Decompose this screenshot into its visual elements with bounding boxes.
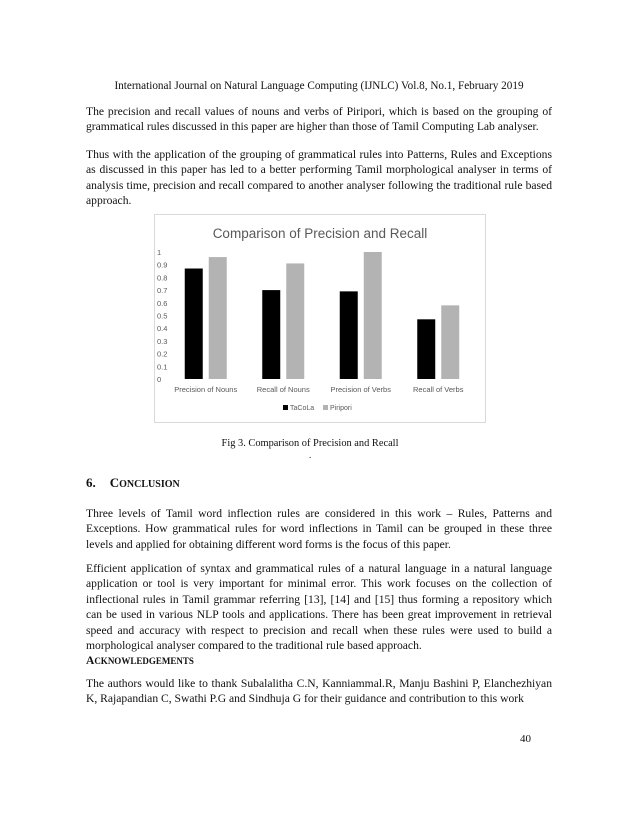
y-tick-label: 0 [157, 375, 162, 384]
y-tick-label: 0.7 [157, 286, 168, 296]
bar-piripori-1 [209, 257, 227, 379]
paragraph-precision-recall: The precision and recall values of nouns and verbs of Piripori, which is based on the grouping of grammatical rules discussed in this paper are higher than those of Tamil Computing Lab analyser. [86, 105, 552, 134]
bar-tacola-4 [417, 319, 435, 379]
section-title-initial: C [109, 475, 120, 490]
y-tick-label: 0.2 [157, 349, 168, 359]
x-tick-label: Recall of Verbs [413, 385, 464, 394]
chart-container [154, 214, 486, 423]
chart-legend [283, 405, 352, 412]
bar-tacola-1 [185, 269, 203, 379]
section-number: 6. [86, 475, 96, 490]
x-tick-label: Recall of Nouns [256, 385, 310, 394]
caption-dot: . [309, 450, 312, 460]
y-tick-label: 1 [157, 248, 162, 257]
ack-rest: CKNOWLEDGEMENTS [94, 656, 194, 666]
y-tick-label: 0.8 [157, 273, 168, 283]
bar-tacola-3 [340, 291, 358, 379]
bar-piripori-3 [364, 252, 382, 379]
x-axis-labels [174, 385, 463, 394]
legend-label-tacola: TaCoLa [290, 405, 315, 412]
y-tick-label: 0.1 [157, 362, 168, 372]
paragraph-grouping-rules: Thus with the application of the grouping of grammatical rules into Patterns, Rules and Exceptions as discussed in this paper has led to a better performing Tamil morphological analyser in terms of analysis time, precision and recall compared to another analyser following the traditional rule based approach. [86, 148, 552, 208]
y-tick-label: 0.9 [157, 260, 168, 270]
acknowledgements-heading [86, 651, 194, 669]
y-tick-label: 0.6 [157, 298, 168, 308]
bar-piripori-4 [441, 305, 459, 379]
bar-tacola-2 [262, 290, 280, 379]
x-tick-label: Precision of Nouns [174, 385, 238, 394]
y-tick-label: 0.4 [157, 324, 168, 334]
legend-label-piripori: Piripori [330, 405, 352, 412]
legend-swatch-piripori [323, 405, 328, 410]
chart-title: Comparison of Precision and Recall [212, 226, 428, 241]
paragraph-three-levels: Three levels of Tamil word inflection rules are considered in this work – Rules, Patterns and Exceptions. How grammatical rules for word inflections in Tamil can be grouped in these three levels and applied for obtaining different word forms is the focus of this paper. [86, 507, 552, 551]
chart-bars [185, 252, 460, 379]
section-title-rest: ONCLUSION [119, 479, 180, 490]
legend-swatch-tacola [283, 405, 288, 410]
paragraph-efficient-application: Efficient application of syntax and grammatical rules of a natural language in a natural language application or tool is very important for minimal error. This work focuses on the collection of inflectional rules in Tamil grammar referring [13], [14] and [15] thus forming a repository which can be used in various NLP tools and applications. There has been great improvement in retrieval speed and accuracy with respect to precision and recall when these rules were used to build a morphological analyser compared to the traditional rule based approach. [86, 562, 552, 653]
bar-piripori-2 [286, 263, 304, 379]
ack-initial: A [86, 655, 95, 667]
running-header: International Journal on Natural Language Computing (IJNLC) Vol.8, No.1, February 2019 [114, 80, 524, 92]
y-tick-label: 0.5 [157, 311, 168, 321]
figure-caption: Fig 3. Comparison of Precision and Recall [221, 438, 399, 449]
bar-chart [155, 215, 485, 422]
y-axis [157, 248, 167, 384]
y-tick-label: 0.3 [157, 336, 168, 346]
section-heading [86, 475, 180, 491]
paragraph-acknowledgements: The authors would like to thank Subalalitha C.N, Kanniammal.R, Manju Bashini P, Elanchezhiyan K, Rajapandian C, Swathi P.G and Sindhuja G for their guidance and contribution to this work [86, 677, 552, 706]
x-tick-label: Precision of Verbs [330, 385, 391, 394]
page-number: 40 [520, 733, 531, 745]
